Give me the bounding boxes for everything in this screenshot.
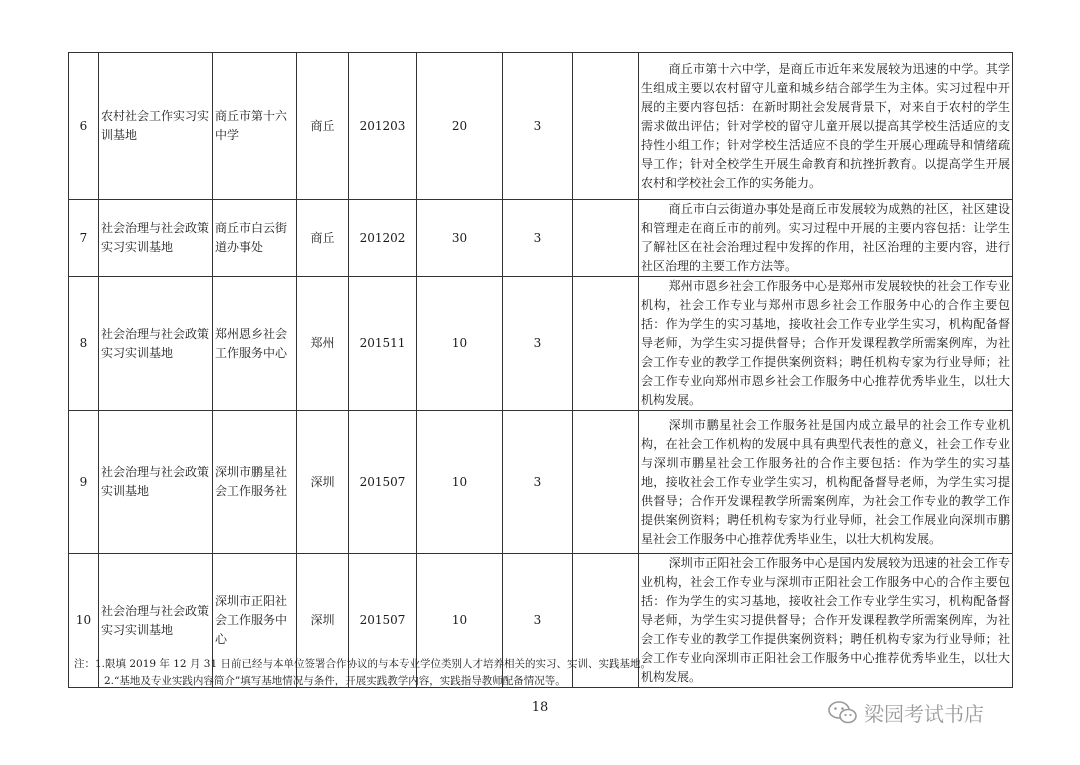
base-city: 商丘 [297, 53, 349, 200]
student-count: 10 [417, 554, 503, 688]
base-description: 深圳市正阳社会工作服务中心是国内发展较为迅速的社会工作专业机构，社会工作专业与深圳市正阳社会工作服务中心的合作主要包括：作为学生的实习基地，接收社会工作专业学生实习，机构配备督导老师，为学生实习提供督导；合作开发课程教学所需案例库，为社会工作专业的教学工作提供案例资料；聘任机构专家为行业导师；社会工作专业向深圳市正阳社会工作服务中心推荐优秀毕业生，以壮大机构发展。 [639, 554, 1013, 688]
base-name: 社会治理与社会政策实训基地 [99, 411, 213, 554]
partner-unit: 深圳市鹏星社会工作服务社 [213, 411, 297, 554]
base-name: 社会治理与社会政策实习实训基地 [99, 277, 213, 411]
partner-unit: 商丘市白云街道办事处 [213, 200, 297, 277]
established-date: 201511 [349, 277, 417, 411]
established-date: 201507 [349, 411, 417, 554]
table-row [69, 200, 1013, 277]
note-line-1: 注：1.限填 2019 年 12 月 31 日前已经与本单位签署合作协议的与本专业学位类别人才培养相关的实习、实训、实践基地。 [74, 658, 651, 670]
student-count: 30 [417, 200, 503, 277]
partner-unit: 郑州恩乡社会工作服务中心 [213, 277, 297, 411]
table-row [69, 411, 1013, 554]
note-line-2: 2.“基地及专业实践内容简介”填写基地情况与条件，开展实践教学内容，实践指导教师配备情况等。 [104, 675, 566, 687]
base-city: 深圳 [297, 554, 349, 688]
row-number: 9 [69, 411, 99, 554]
base-name: 农村社会工作实习实训基地 [99, 53, 213, 200]
base-description: 商丘市第十六中学，是商丘市近年来发展较为迅速的中学。其学生组成主要以农村留守儿童和城乡结合部学生为主体。实习过程中开展的主要内容包括：在新时期社会发展背景下，对来自于农村的学生需求做出评估；针对学校的留守儿童开展以提高其学校生活适应的支持性小组工作；针对学校生活适应不良的学生开展心理疏导和情绪疏导工作；针对全校学生开展生命教育和抗挫折教育。以提高学生开展农村和学校社会工作的实务能力。 [639, 53, 1013, 200]
base-description: 深圳市鹏星社会工作服务社是国内成立最早的社会工作专业机构，在社会工作机构的发展中具有典型代表性的意义，社会工作专业与深圳市鹏星社会工作服务社的合作主要包括：作为学生的实习基地，接收社会工作专业学生实习，机构配备督导老师，为学生实习提供督导；合作开发课程教学所需案例库，为社会工作专业的教学工作提供案例资料；聘任机构专家为行业导师，社会工作展业向深圳市鹏星社会工作服务中心推荐优秀毕业生，以壮大机构发展。 [639, 411, 1013, 554]
cooperation-years: 3 [503, 53, 573, 200]
table-row [69, 53, 1013, 200]
cooperation-years: 3 [503, 554, 573, 688]
cooperation-years: 3 [503, 277, 573, 411]
practice-base-table [68, 52, 1013, 688]
row-number: 10 [69, 554, 99, 688]
student-count: 10 [417, 411, 503, 554]
page-number: 18 [531, 700, 549, 715]
established-date: 201507 [349, 554, 417, 688]
wechat-icon [828, 700, 858, 726]
empty-cell [573, 277, 639, 411]
cooperation-years: 3 [503, 411, 573, 554]
base-name: 社会治理与社会政策实习实训基地 [99, 554, 213, 688]
table-row [69, 277, 1013, 411]
base-city: 郑州 [297, 277, 349, 411]
student-count: 20 [417, 53, 503, 200]
row-number: 8 [69, 277, 99, 411]
base-city: 商丘 [297, 200, 349, 277]
row-number: 7 [69, 200, 99, 277]
row-number: 6 [69, 53, 99, 200]
student-count: 10 [417, 277, 503, 411]
base-name: 社会治理与社会政策实习实训基地 [99, 200, 213, 277]
watermark-text: 梁园考试书店 [864, 702, 984, 726]
base-city: 深圳 [297, 411, 349, 554]
partner-unit: 深圳市正阳社会工作服务中心 [213, 554, 297, 688]
table-notes [74, 656, 651, 690]
established-date: 201203 [349, 53, 417, 200]
established-date: 201202 [349, 200, 417, 277]
partner-unit: 商丘市第十六中学 [213, 53, 297, 200]
watermark [828, 698, 984, 727]
base-description: 商丘市白云街道办事处是商丘市发展较为成熟的社区，社区建设和管理走在商丘市的前列。实习过程中开展的主要内容包括：让学生了解社区在社会治理过程中发挥的作用，社区治理的主要内容，进行社区治理的主要工作方法等。 [639, 200, 1013, 277]
base-description: 郑州市恩乡社会工作服务中心是郑州市发展较快的社会工作专业机构，社会工作专业与郑州市恩乡社会工作服务中心的合作主要包括：作为学生的实习基地，接收社会工作专业学生实习，机构配备督导老师，为学生实习提供督导；合作开发课程教学所需案例库，为社会工作专业的教学工作提供案例资料；聘任机构专家为行业导师；社会工作专业向郑州市恩乡社会工作服务中心推荐优秀毕业生，以壮大机构发展。 [639, 277, 1013, 411]
empty-cell [573, 411, 639, 554]
cooperation-years: 3 [503, 200, 573, 277]
empty-cell [573, 200, 639, 277]
empty-cell [573, 53, 639, 200]
